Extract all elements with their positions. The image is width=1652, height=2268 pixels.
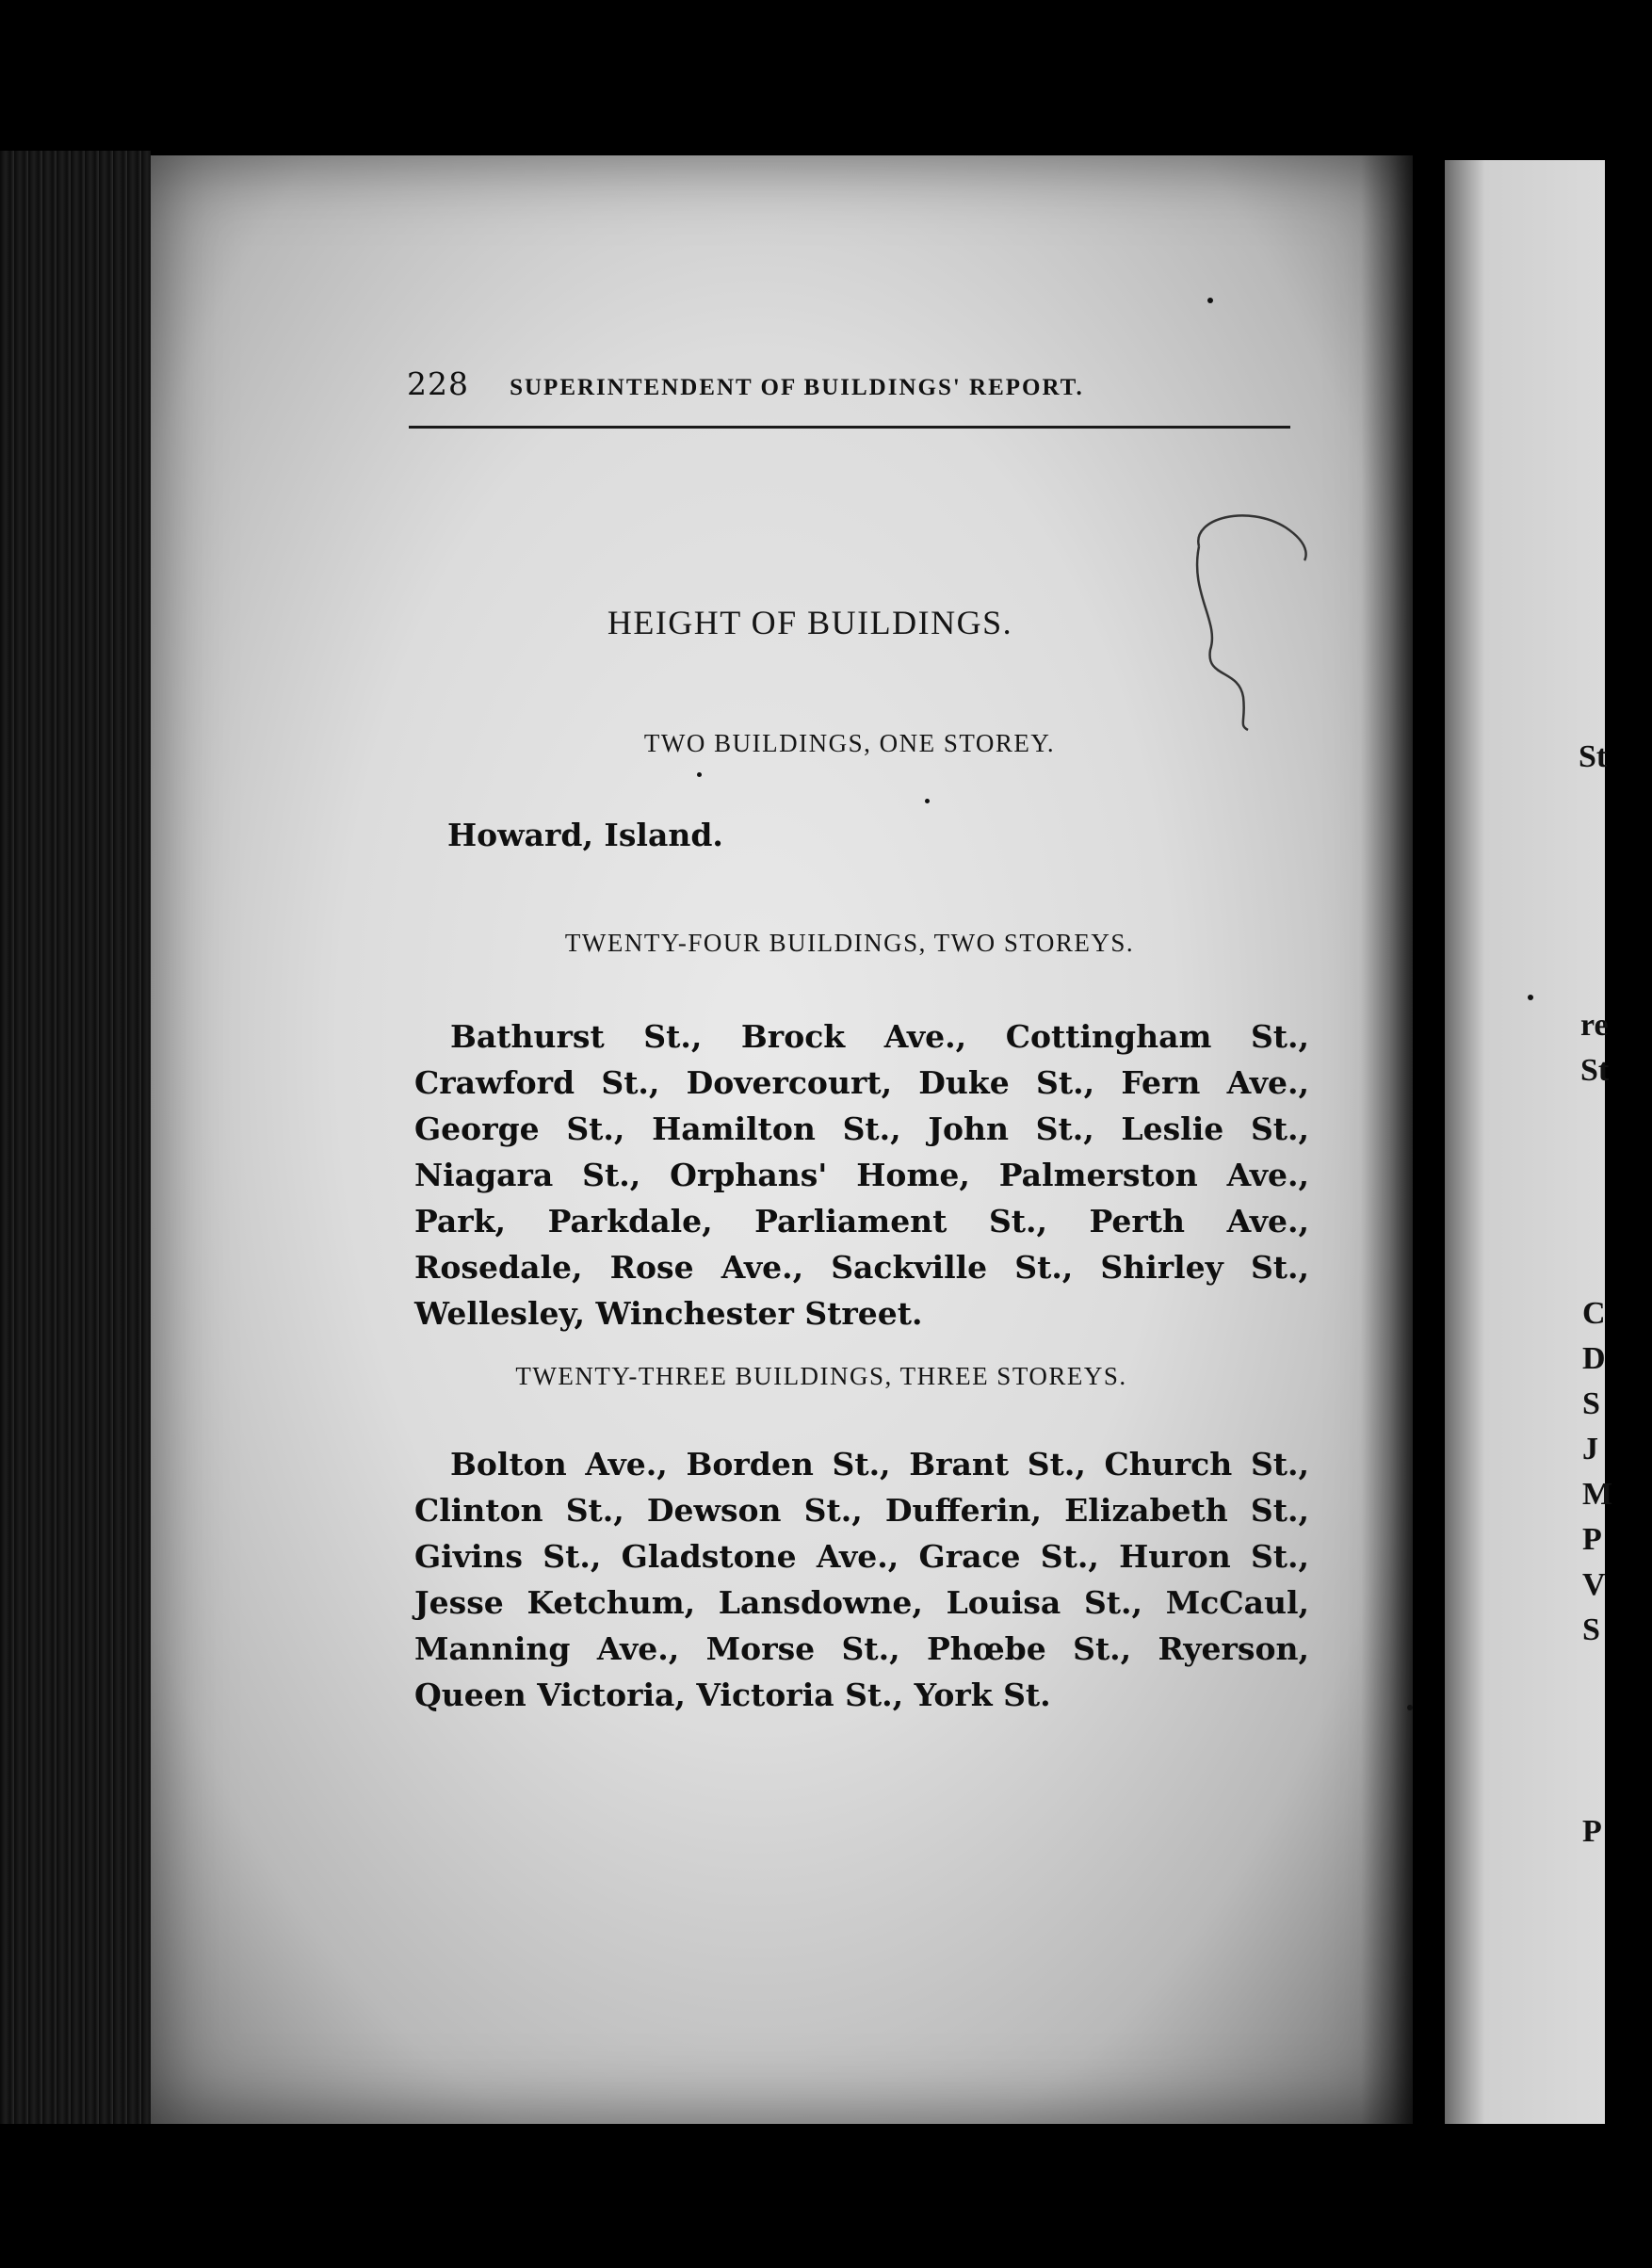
page-stack-edge (0, 151, 151, 2129)
ink-speck (1207, 298, 1213, 303)
section-heading-two-storeys: TWENTY-FOUR BUILDINGS, TWO STOREYS. (564, 929, 1135, 957)
facing-fragment: C (1582, 1296, 1606, 1331)
facing-fragment: P (1582, 1814, 1602, 1849)
facing-page-edge (1445, 160, 1608, 2129)
scan-border (0, 2124, 1605, 2268)
facing-fragment: S (1582, 1386, 1600, 1421)
facing-fragment: J (1582, 1432, 1598, 1466)
ink-speck (925, 799, 930, 803)
section-heading-one-storey: TWO BUILDINGS, ONE STOREY. (643, 729, 1056, 757)
facing-fragment: S (1582, 1612, 1600, 1647)
facing-fragment: St (1579, 739, 1608, 774)
facing-fragment: D (1582, 1341, 1606, 1376)
page-number: 228 (407, 365, 469, 402)
page-title: HEIGHT OF BUILDINGS. (607, 604, 1013, 641)
facing-fragment: St (1580, 1053, 1610, 1088)
facing-fragment: V (1582, 1567, 1606, 1602)
facing-fragment: re (1580, 1008, 1609, 1043)
ink-speck (1407, 1705, 1413, 1710)
facing-fragment: P (1582, 1522, 1602, 1557)
section-text-two-storeys: Bathurst St., Brock Ave., Cottingham St., Crawford St., Dovercourt, Duke St., Fern Ave., George St., Hamilton St., John St., Leslie St., Niagara St., Orphans' Home, Palmerston Ave., Park, Parkdale, Parliament St., Perth Ave., Rosedale, Rose Ave., Sackville St., Shirley St., Wellesley, Winchester Street. (414, 1018, 1309, 1332)
facing-fragment: M (1582, 1477, 1613, 1512)
running-head (407, 365, 1311, 403)
ink-speck (697, 772, 702, 777)
section-text-three-storeys: Bolton Ave., Borden St., Brant St., Church St., Clinton St., Dewson St., Dufferin, Elizabeth St., Givins St., Gladstone Ave., Grace St., Huron St., Jesse Ketchum, Lansdowne, Louisa St., McCaul, Manning Ave., Morse St., Phœbe St., Ryerson, Queen Victoria, Victoria St., York St. (414, 1446, 1309, 1713)
pencil-squiggle-mark (1182, 509, 1314, 735)
book-spine (1413, 141, 1445, 2138)
facing-page-letters (1579, 735, 1608, 780)
header-rule (409, 426, 1290, 429)
running-title: SUPERINTENDENT OF BUILDINGS' REPORT. (510, 375, 1084, 400)
ink-speck (1528, 995, 1533, 1000)
section-heading-three-storeys: TWENTY-THREE BUILDINGS, THREE STOREYS. (515, 1362, 1127, 1390)
section-text-one-storey: Howard, Island. (447, 817, 723, 853)
